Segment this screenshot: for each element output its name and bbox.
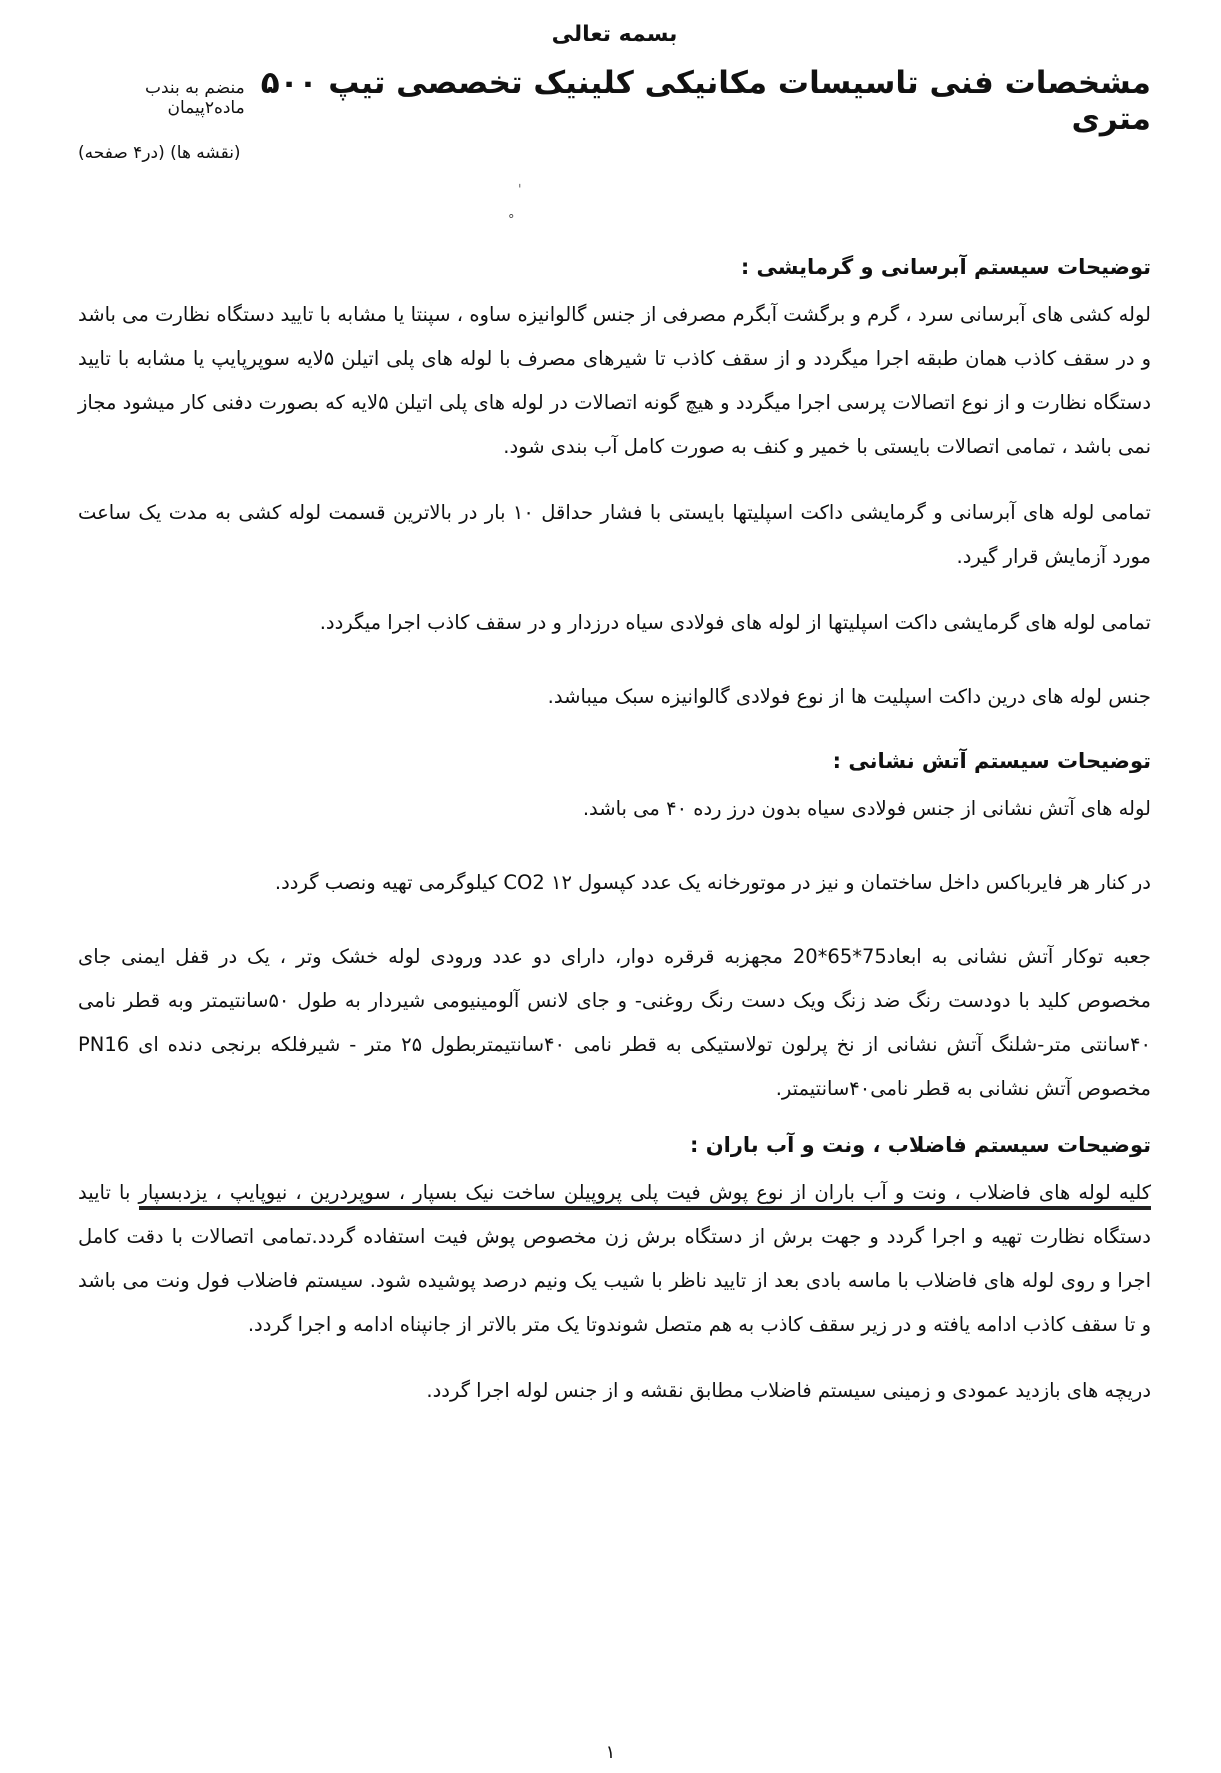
title-note: منضم به بندب ماده۲پیمان — [144, 78, 245, 118]
paragraph-fire-cabinet — [78, 935, 1151, 1111]
underlined-text: کلیه لوله های فاضلاب ، ونت و آب باران از نوع پوش فیت پلی پروپیلن ساخت نیک بسپار ، سوپردرین ، نیوپایپ ، یزدبسپار — [139, 1181, 1152, 1210]
section-heading-fire: توضیحات سیستم آتش نشانی : — [832, 749, 1151, 773]
pressure-rating-code: PN16 — [78, 1033, 130, 1056]
title-line — [78, 65, 1151, 137]
co2-code: CO2 — [503, 871, 545, 894]
paragraph-water-piping: لوله کشی های آبرسانی سرد ، گرم و برگشت آبگرم مصرفی از جنس گالوانیزه ساوه ، سپنتا یا مشابه با تایید دستگاه نظارت می باشد و در سقف کاذب همان طبقه اجرا میگردد و از سقف کاذب تا شیرهای مصرف با لوله های پلی اتیلن ۵لایه سوپرپایپ یا مشابه با تایید دستگاه نظارت و از نوع اتصالات پرسی اجرا میگردد و هیچ گونه اتصالات در لوله های پلی اتیلن ۵لایه که بصورت دفنی کار میشود مجاز نمی باشد ، تمامی اتصالات بایستی با خمیر و کنف به صورت کامل آب بندی شود. — [78, 303, 1152, 458]
text-fragment: ۱۲ کیلوگرمی تهیه ونصب گردد. — [274, 871, 572, 894]
text-fragment: مجهزبه قرقره دوار، دارای دو عدد ورودی لوله خشک وتر ، یک در قفل ایمنی جای مخصوص کلید با دودست رنگ ضد زنگ ویک دست رنگ روغنی- و جای لانس آلومینیومی شیردار به طول ۵۰سانتیمتر وبه قطر نامی ۴۰سانتی متر-شلنگ آتش نشانی از نخ پرلون تولاستیکی به قطر نامی ۴۰سانتیمتربطول ۲۵ متر - شیرفلکه برنجی دنده ای — [78, 945, 1151, 1056]
paragraph-heating-pipes: تمامی لوله های گرمایشی داکت اسپلیتها از لوله های فولادی سیاه درزدار و در سقف کاذب اجرا میگردد. — [319, 611, 1151, 634]
section-heading-sewage: توضیحات سیستم فاضلاب ، ونت و آب باران : — [689, 1133, 1151, 1157]
paragraph-sewage-pipes — [78, 1171, 1151, 1347]
paragraph-inspection-hatches: دریچه های بازدید عمودی و زمینی سیستم فاضلاب مطابق نقشه و از جنس لوله اجرا گردد. — [426, 1379, 1151, 1402]
basmala: بسمه تعالی — [551, 22, 678, 47]
text-fragment: در کنار هر فایرباکس داخل ساختمان و نیز در موتورخانه یک عدد کپسول — [578, 871, 1151, 894]
page-number: ۱ — [605, 1742, 616, 1763]
paragraph-fire-pipes: لوله های آتش نشانی از جنس فولادی سیاه بدون درز رده ۴۰ می باشد. — [582, 797, 1151, 820]
section-sewage — [78, 1133, 1151, 1413]
paragraph-co2-capsule — [78, 861, 1151, 905]
text-fragment: مخصوص آتش نشانی به قطر نامی۴۰سانتیمتر. — [775, 1077, 1151, 1100]
cabinet-dimensions: 20*65*75 — [792, 945, 887, 968]
text-fragment: با تایید دستگاه نظارت تهیه و اجرا گردد و جهت برش از دستگاه برش زن مخصوص پوش فیت استفاده گردد.تمامی اتصالات با دقت کامل اجرا و روی لوله های فاضلاب با ماسه بادی بعد از تایید ناظر با شیب یک ونیم درصد پوشیده شود. سیستم فاضلاب فول ونت می باشد و تا سقف کاذب ادامه یافته و در زیر سقف کاذب به هم متصل شوندوتا یک متر بالاتر از جانپناه ادامه و اجرا گردد. — [78, 1181, 1151, 1336]
scan-speck: ° — [508, 213, 515, 228]
paragraph-pressure-test: تمامی لوله های آبرسانی و گرمایشی داکت اسپلیتها بایستی با فشار حداقل ۱۰ بار در بالاترین قسمت لوله کشی به مدت یک ساعت مورد آزمایش قرار گیرد. — [78, 501, 1151, 568]
text-fragment: جعبه توکار آتش نشانی به ابعاد — [886, 945, 1151, 968]
paragraph-drain-pipes: جنس لوله های درین داکت اسپلیت ها از نوع فولادی گالوانیزه سبک میباشد. — [547, 685, 1151, 708]
scan-speck: ˈ — [518, 183, 522, 198]
page-title: مشخصات فنی تاسیسات مکانیکی کلینیک تخصصی تیپ ۵۰۰ متری — [260, 65, 1151, 137]
title-note-pages: (نقشه ها) (در۴ صفحه) — [78, 143, 241, 163]
section-heading-water-heating: توضیحات سیستم آبرسانی و گرمایشی : — [740, 255, 1151, 279]
section-fire — [78, 749, 1151, 1111]
scan-marks — [78, 163, 1151, 255]
section-water-heating — [78, 255, 1151, 719]
